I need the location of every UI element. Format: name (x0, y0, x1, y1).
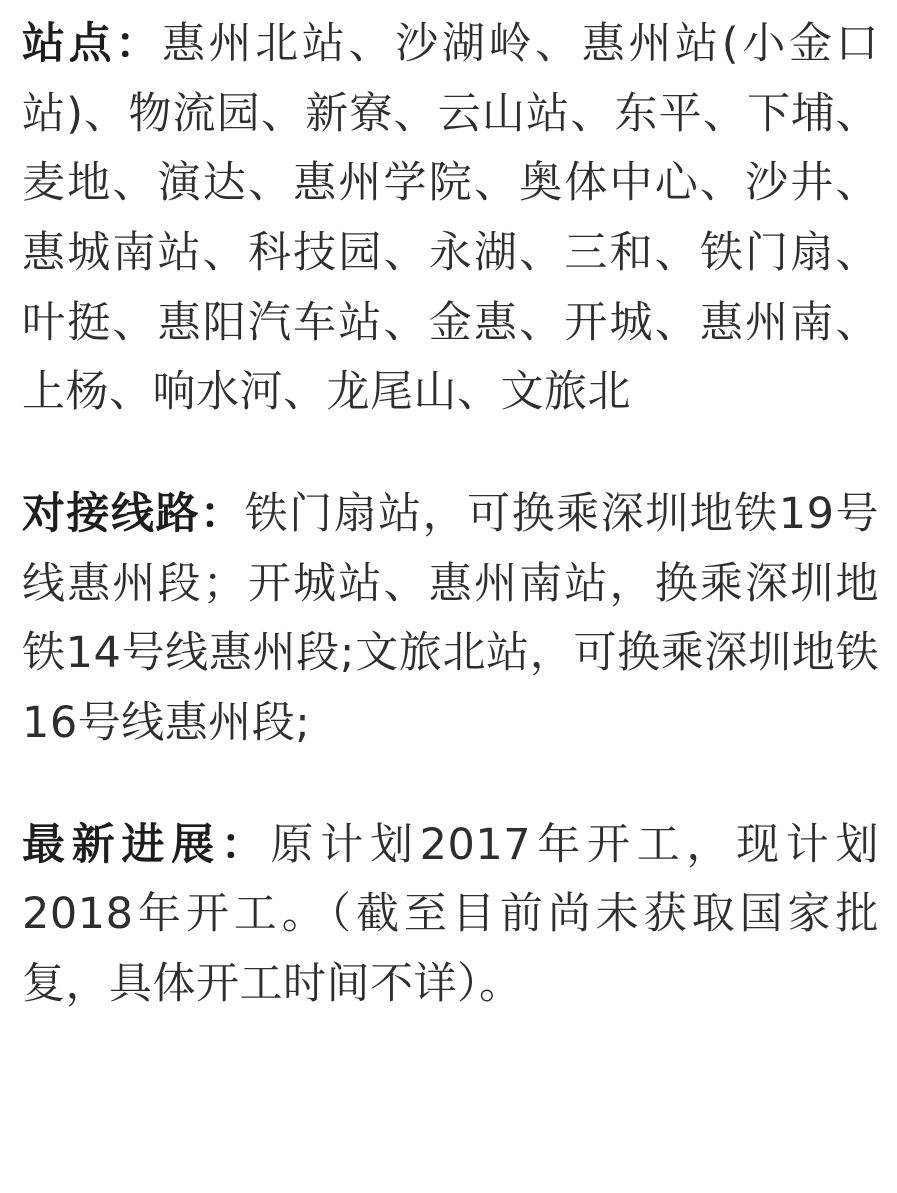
paragraph-connecting-lines-text: 铁门扇站，可换乘深圳地铁19号线惠州段；开城站、惠州南站，换乘深圳地铁14号线惠州段;文旅北站，可换乘深圳地铁16号线惠州段; (22, 488, 879, 748)
paragraph-latest-progress-text: 原计划2017年开工，现计划2018年开工。（截至目前尚未获取国家批复，具体开工时间不详）。 (22, 819, 880, 1009)
paragraph-stations-label: 站点： (22, 19, 162, 69)
paragraph-stations-text: 惠州北站、沙湖岭、惠州站(小金口站)、物流园、新寮、云山站、东平、下埔、麦地、演达、惠州学院、奥体中心、沙井、惠城南站、科技园、永湖、三和、铁门扇、叶挺、惠阳汽车站、金惠、开城、惠州南、上杨、响水河、龙尾山、文旅北 (22, 19, 879, 418)
paragraph-connecting-lines-label: 对接线路： (22, 488, 245, 539)
paragraph-latest-progress (22, 811, 879, 1020)
paragraph-latest-progress-label: 最新进展： (22, 819, 271, 870)
paragraph-stations (22, 10, 879, 428)
paragraph-connecting-lines (22, 480, 879, 759)
